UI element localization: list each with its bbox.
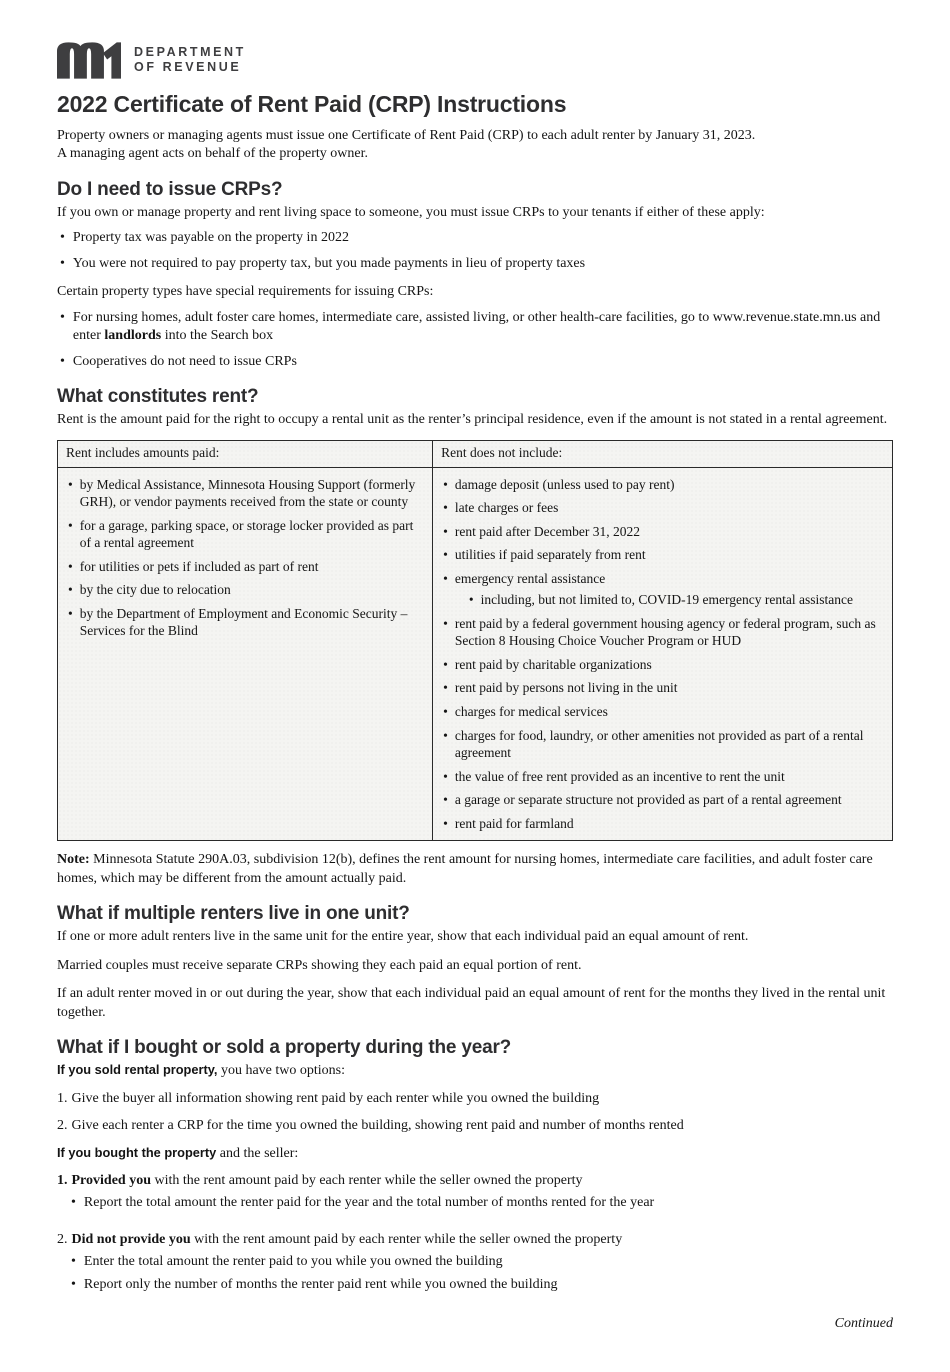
rent-excludes-list xyxy=(441,476,884,833)
agency-name-line2: OF REVENUE xyxy=(134,60,242,74)
multiple-renters-para-2: Married couples must receive separate CRPs showing they each paid an equal portion of rent. xyxy=(57,957,582,973)
section-heading-issue-crps: Do I need to issue CRPs? xyxy=(57,178,283,200)
table-row: • damage deposit (unless used to pay rent) xyxy=(441,476,884,494)
table-row: • a garage or separate structure not provided as part of a rental agreement xyxy=(441,791,884,809)
table-row: • the value of free rent provided as an incentive to rent the unit xyxy=(441,768,884,786)
multiple-renters-para-1: If one or more adult renters live in the same unit for the entire year, show that each individual paid an equal amount of rent. xyxy=(57,929,749,945)
agency-name xyxy=(134,45,246,75)
table-row: • charges for medical services xyxy=(441,703,884,721)
table-row: • rent paid after December 31, 2022 xyxy=(441,523,884,541)
bought-property-lead-bold: If you bought the property xyxy=(57,1144,217,1160)
table-row: • emergency rental assistance • including, but not limited to, COVID-19 emergency rental assistance xyxy=(441,570,884,609)
bought-option-2: 2. Did not provide you with the rent amount paid by each renter while the seller owned the property • Enter the total amount the renter paid to you while you owned the building • Report only the number of months the renter paid rent while you owned the building xyxy=(57,1231,893,1294)
section-heading-constitutes-rent: What constitutes rent? xyxy=(57,386,259,408)
sold-property-lead-bold: If you sold rental property, xyxy=(57,1062,218,1078)
statute-note: Note: Minnesota Statute 290A.03, subdivision 12(b), defines the rent amount for nursing homes, intermediate care facilities, and adult foster care homes, which may be different from the amount actually paid. xyxy=(57,852,873,886)
sold-option-2: 2. Give each renter a CRP for the time you owned the building, showing rent paid and number of months rented xyxy=(57,1118,684,1134)
table-row: • for utilities or pets if included as part of rent xyxy=(66,558,424,576)
table-row: • by Medical Assistance, Minnesota Housing Support (formerly GRH), or vendor payments received from the state or county xyxy=(66,476,424,511)
table-row: • charges for food, laundry, or other amenities not provided as part of a rental agreement xyxy=(441,727,884,762)
bought-option-1-details xyxy=(71,1194,893,1212)
table-header-includes: Rent includes amounts paid: xyxy=(58,441,433,468)
table-row: • rent paid by charitable organizations xyxy=(441,656,884,674)
sold-option-1: 1. Give the buyer all information showing rent paid by each renter while you owned the building xyxy=(57,1090,600,1106)
table-cell-excludes xyxy=(433,468,892,841)
list-item: • For nursing homes, adult foster care homes, intermediate care, assisted living, or other health-care facilities, go to www.revenue.state.mn.us and enter landlords into the Search box xyxy=(57,309,893,346)
mn-state-logo-icon xyxy=(57,41,121,79)
table-row: • utilities if paid separately from rent xyxy=(441,546,884,564)
rent-includes-list xyxy=(66,476,424,640)
rent-comparison-table xyxy=(57,440,893,842)
table-header-excludes: Rent does not include: xyxy=(433,441,892,468)
note-label: Note: xyxy=(57,852,90,868)
issue-intro: If you own or manage property and rent living space to someone, you must issue CRPs to your tenants if either of these apply: xyxy=(57,204,765,220)
bought-option-1: 1. Provided you with the rent amount paid by each renter while the seller owned the property • Report the total amount the renter paid for the year and the total number of months rented for the year xyxy=(57,1172,893,1213)
bold-term-landlords: landlords xyxy=(104,328,162,344)
table-cell-includes xyxy=(58,468,433,841)
list-item: • Enter the total amount the renter paid to you while you owned the building xyxy=(71,1253,893,1271)
table-row: • rent paid by persons not living in the unit xyxy=(441,679,884,697)
table-row: • by the city due to relocation xyxy=(66,581,424,599)
section-heading-bought-sold: What if I bought or sold a property during the year? xyxy=(57,1037,512,1059)
section-heading-multiple-renters: What if multiple renters live in one unit? xyxy=(57,903,410,925)
page-title: 2022 Certificate of Rent Paid (CRP) Instructions xyxy=(57,91,567,117)
bought-option-2-details xyxy=(71,1253,893,1294)
intro-paragraph xyxy=(57,127,893,164)
agency-logo xyxy=(57,40,893,80)
list-item: • Report the total amount the renter paid for the year and the total number of months rented for the year xyxy=(71,1194,893,1212)
intro-line-1: Property owners or managing agents must issue one Certificate of Rent Paid (CRP) to each adult renter by January 31, 2023. xyxy=(57,128,756,143)
sold-property-lead: If you sold rental property, you have two options: xyxy=(57,1062,346,1079)
continued-label: Continued xyxy=(834,1316,893,1332)
list-item: • Cooperatives do not need to issue CRPs xyxy=(57,353,893,371)
table-row: • rent paid for farmland xyxy=(441,815,884,833)
list-item: • Property tax was payable on the property in 2022 xyxy=(57,229,893,247)
table-sub-row: • including, but not limited to, COVID-19 emergency rental assistance xyxy=(469,591,884,609)
intro-line-2: A managing agent acts on behalf of the property owner. xyxy=(57,146,369,162)
bought-property-lead: If you bought the property and the seller: xyxy=(57,1144,299,1161)
table-row: • for a garage, parking space, or storage locker provided as part of a rental agreement xyxy=(66,517,424,552)
table-row: • rent paid by a federal government housing agency or federal program, such as Section 8 Housing Choice Voucher Program or HUD xyxy=(441,615,884,650)
table-row: • by the Department of Employment and Economic Security – Services for the Blind xyxy=(66,605,424,640)
issue-conditions-list xyxy=(57,229,893,273)
list-item: • You were not required to pay property tax, but you made payments in lieu of property taxes xyxy=(57,255,893,273)
special-requirements-intro: Certain property types have special requirements for issuing CRPs: xyxy=(57,284,434,300)
special-requirements-list xyxy=(57,309,893,371)
list-item: • Report only the number of months the renter paid rent while you owned the building xyxy=(71,1276,893,1294)
table-row: • late charges or fees xyxy=(441,499,884,517)
multiple-renters-para-3: If an adult renter moved in or out during the year, show that each individual paid an equal amount of rent for the months they lived in the rental unit together. xyxy=(57,986,886,1020)
agency-name-line1: DEPARTMENT xyxy=(134,45,246,59)
rent-definition: Rent is the amount paid for the right to occupy a rental unit as the renter’s principal residence, even if the amount is not stated in a rental agreement. xyxy=(57,412,888,428)
